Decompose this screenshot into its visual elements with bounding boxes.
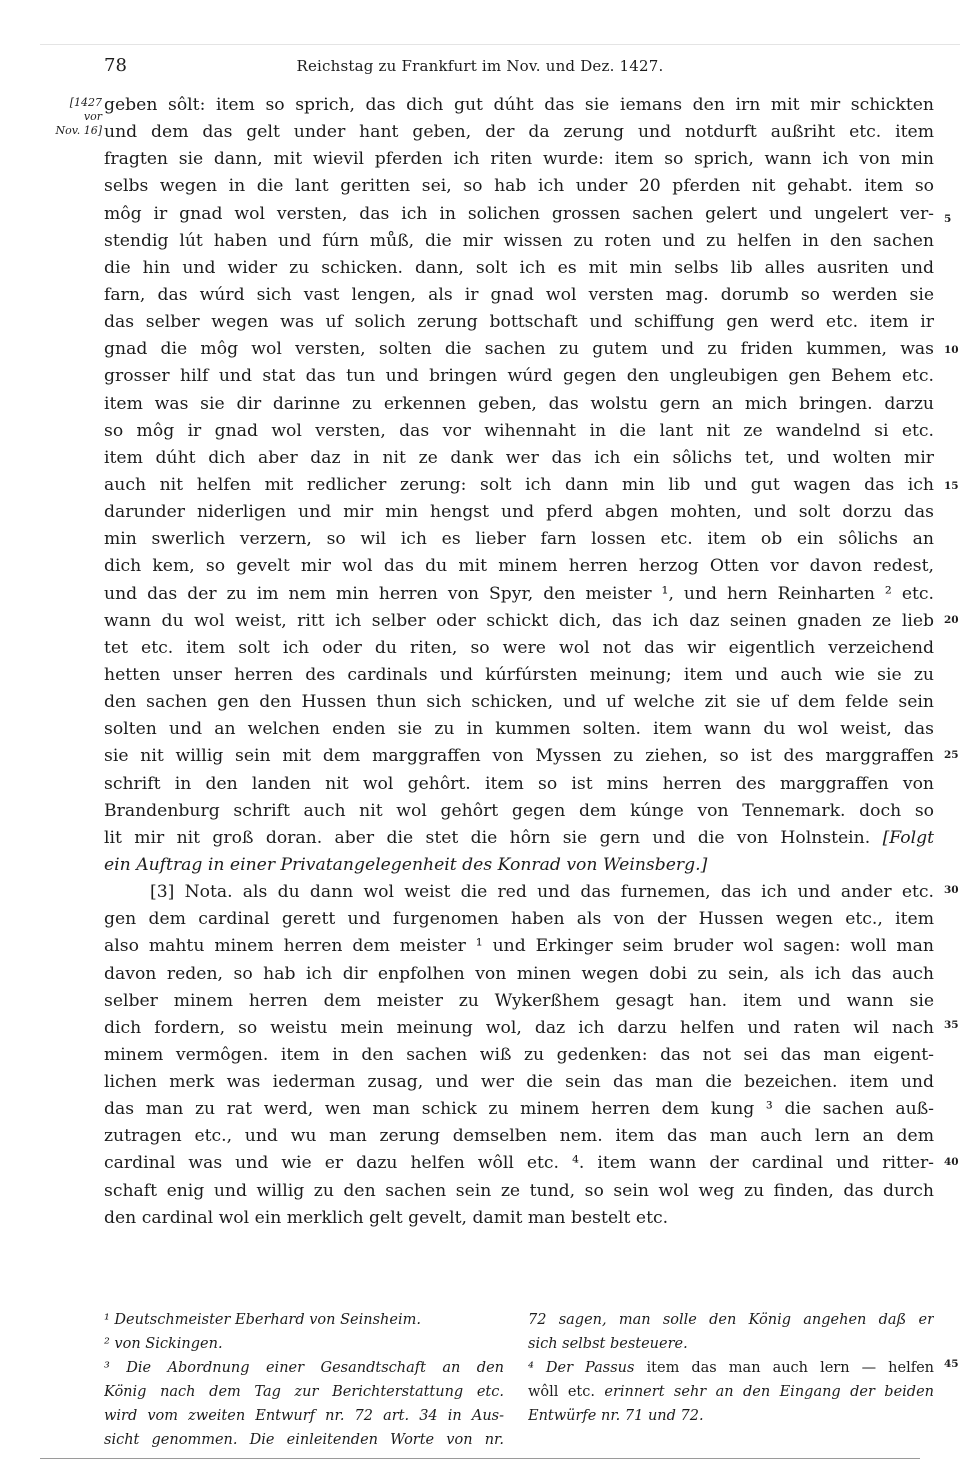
- text-line: davon reden, so hab ich dir enpfolhen von minen wegen dobi zu sein, als ich das auch: [104, 963, 934, 984]
- text-line: wann du wol weist, ritt ich selber oder schickt dich, das ich daz seinen gnaden ze lieb: [104, 610, 934, 631]
- footnote-4-text: erinnert sehr an den Eingang der beiden: [604, 1384, 934, 1400]
- running-title: Reichstag zu Frankfurt im Nov. und Dez. 1427.: [296, 57, 664, 75]
- footnote-4-line: [528, 1356, 934, 1380]
- line-number: 35: [944, 1019, 959, 1031]
- text-line: schrift in den landen nit wol gehôrt. item so ist mins herren des marggraffen von: [104, 773, 934, 794]
- text-line: gnad die môg wol versten, solten die sachen zu gutem und zu friden kummen, was: [104, 339, 934, 360]
- text-line: cardinal was und wie er dazu helfen wôll etc. ⁴. item wann der cardinal und ritter-: [104, 1153, 934, 1174]
- text-line: gen dem cardinal gerett und furgenomen haben als von der Hussen wegen etc., item: [104, 909, 934, 930]
- text-line: tet etc. item solt ich oder du riten, so were wol not das wir eigentlich verzeichend: [104, 637, 934, 658]
- text-line: Brandenburg schrift auch nit wol gehôrt gegen dem kúnge von Tennemark. doch so: [104, 800, 934, 821]
- text-line: den cardinal wol ein merklich gelt gevelt, damit man bestelt etc.: [104, 1207, 669, 1228]
- main-text: [104, 92, 934, 1232]
- text-line: selbs wegen in die lant geritten sei, so hab ich under 20 pferden nit gehabt. item so: [104, 176, 934, 197]
- margin-date-line: Nov. 16]: [55, 124, 102, 137]
- text-line: minem vermôgen. item in den sachen wiß zu gedenken: das not sei das man eigent-: [104, 1044, 934, 1065]
- text-line: so môg ir gnad wol versten, das vor wihennaht in die lant nit ze wandelnd si etc.: [104, 420, 934, 441]
- bottom-rule: [40, 1458, 920, 1459]
- text-line: item was sie dir darinne zu erkennen geben, das wolstu gern an mich bringen. darzu: [104, 393, 934, 414]
- margin-date-line: [1427: [69, 96, 102, 109]
- footnote-3-line: sicht genommen. Die einleitenden Worte von nr.: [104, 1432, 504, 1448]
- line-number: 20: [944, 614, 959, 626]
- line-number: 15: [944, 480, 959, 492]
- text-line: den sachen gen den Hussen thun sich schicken, und uf welche zit sie uf dem felde sein: [104, 692, 934, 713]
- text-line: grosser hilf und stat das tun und bringen wúrd gegen den ungleubigen gen Behem etc.: [104, 366, 934, 387]
- footnote-4-prefix: ⁴ Der Passus: [528, 1360, 635, 1376]
- text-line: zutragen etc., und wu man zerung demselben nem. item das man auch lern an dem: [104, 1126, 934, 1147]
- editorial-note-line: ein Auftrag in einer Privatangelegenheit des Konrad von Weinsberg.]: [104, 854, 708, 875]
- footnote-3-continued: sich selbst besteuere.: [528, 1336, 688, 1352]
- line-number: 25: [944, 749, 959, 761]
- footnote-line-number: 45: [944, 1358, 959, 1370]
- footnotes-left-column: [104, 1308, 504, 1452]
- footnote-3-continued: 72 sagen, man solle den König angehen daß er: [528, 1312, 934, 1328]
- footnote-4-quote: item das man auch lern — helfen: [646, 1360, 934, 1376]
- line-number: 10: [944, 344, 959, 356]
- text-line: und das der zu im nem min herren von Spyr, den meister ¹, und hern Reinharten ² etc.: [104, 583, 934, 604]
- text-line: hetten unser herren des cardinals und kúrfúrsten meinung; item und auch wie sie zu: [104, 664, 934, 685]
- text-line: auch nit helfen mit redlicher zerung: solt ich dann min lib und gut wagen das ich: [104, 474, 934, 495]
- line-number: 40: [944, 1156, 959, 1168]
- text-line: die hin und wider zu schicken. dann, solt ich es mit min selbs lib alles ausriten und: [104, 257, 934, 278]
- text-line: fragten sie dann, mit wievil pferden ich riten wurde: item so sprich, wann ich von min: [104, 149, 934, 170]
- margin-date-line: vor: [83, 110, 102, 123]
- footnote-3-line: König nach dem Tag zur Berichterstattung etc.: [104, 1384, 504, 1400]
- text-line: dich kem, so gevelt mir wol das du mit minem herren herzog Otten vor davon redest,: [104, 556, 934, 577]
- text-line-content: lit mir nit groß doran. aber die stet die hôrn sie gern und die von Holnstein.: [104, 827, 871, 848]
- text-line: sie nit willig sein mit dem marggraffen von Myssen zu ziehen, so ist des marggraffen: [104, 746, 934, 767]
- text-line: item dúht dich aber daz in nit ze dank wer das ich ein sôlichs tet, und wolten mir: [104, 447, 934, 468]
- footnote-2: ² von Sickingen.: [104, 1336, 223, 1352]
- text-line: farn, das wúrd sich vast lengen, als ir gnad wol versten mag. dorumb so werden sie: [104, 284, 934, 305]
- text-line: darunder niderligen und mir min hengst und pferd abgen mohten, und solt dorzu das: [104, 502, 934, 523]
- text-line: [3] Nota. als du dann wol weist die red und das furnemen, das ich und ander etc.: [150, 882, 934, 903]
- footnote-3-line: wird vom zweiten Entwurf nr. 72 art. 34 in Aus-: [104, 1408, 504, 1424]
- line-number: 30: [944, 884, 959, 896]
- footnote-4-quote-end: wôll etc.: [528, 1384, 595, 1400]
- footnote-4-line: [528, 1380, 934, 1404]
- text-line: min swerlich verzern, so wil ich es lieber farn lossen etc. item ob ein sôlichs an: [104, 529, 934, 550]
- footnote-3-line: ³ Die Abordnung einer Gesandtschaft an den: [104, 1360, 504, 1376]
- text-line: [104, 825, 934, 852]
- text-line: dich fordern, so weistu mein meinung wol, daz ich darzu helfen und raten wil nach: [104, 1017, 934, 1038]
- text-line: und dem das gelt under hant geben, der da zerung und notdurft außriht etc. item: [104, 122, 934, 143]
- text-line: stendig lút haben und fúrn můß, die mir wissen zu roten und zu helfen in den sachen: [104, 230, 934, 251]
- text-line: also mahtu minem herren dem meister ¹ und Erkinger seim bruder wol sagen: woll man: [104, 936, 934, 957]
- text-line: môg ir gnad wol versten, das ich in solichen grossen sachen gelert und ungelert ver-: [104, 203, 934, 224]
- footnote-1: ¹ Deutschmeister Eberhard von Seinsheim.: [104, 1312, 421, 1328]
- footnotes-right-column: [528, 1308, 934, 1428]
- text-line: solten und an welchen enden sie zu in kummen solten. item wann du wol weist, das: [104, 719, 934, 740]
- top-edge-line: [40, 44, 960, 45]
- margin-date-note: [46, 96, 102, 138]
- page-number: 78: [104, 55, 127, 76]
- footnote-4-line: Entwürfe nr. 71 und 72.: [528, 1408, 704, 1424]
- text-line: geben sôlt: item so sprich, das dich gut dúht das sie iemans den irn mit mir schickten: [104, 95, 934, 115]
- text-line: lichen merk was iederman zusag, und wer die sein das man die bezeichen. item und: [104, 1072, 934, 1093]
- text-line: schaft enig und willig zu den sachen sein ze tund, so sein wol weg zu finden, das durch: [104, 1180, 934, 1201]
- text-line: das man zu rat werd, wen man schick zu minem herren dem kung ³ die sachen auß-: [104, 1099, 934, 1120]
- text-line: selber minem herren dem meister zu Wykerßhem gesagt han. item und wann sie: [104, 990, 934, 1011]
- line-number: 5: [944, 213, 952, 225]
- text-line: das selber wegen was uf solich zerung bottschaft und schiffung gen werd etc. item ir: [104, 312, 934, 333]
- editorial-note-start: [Folgt: [882, 827, 934, 848]
